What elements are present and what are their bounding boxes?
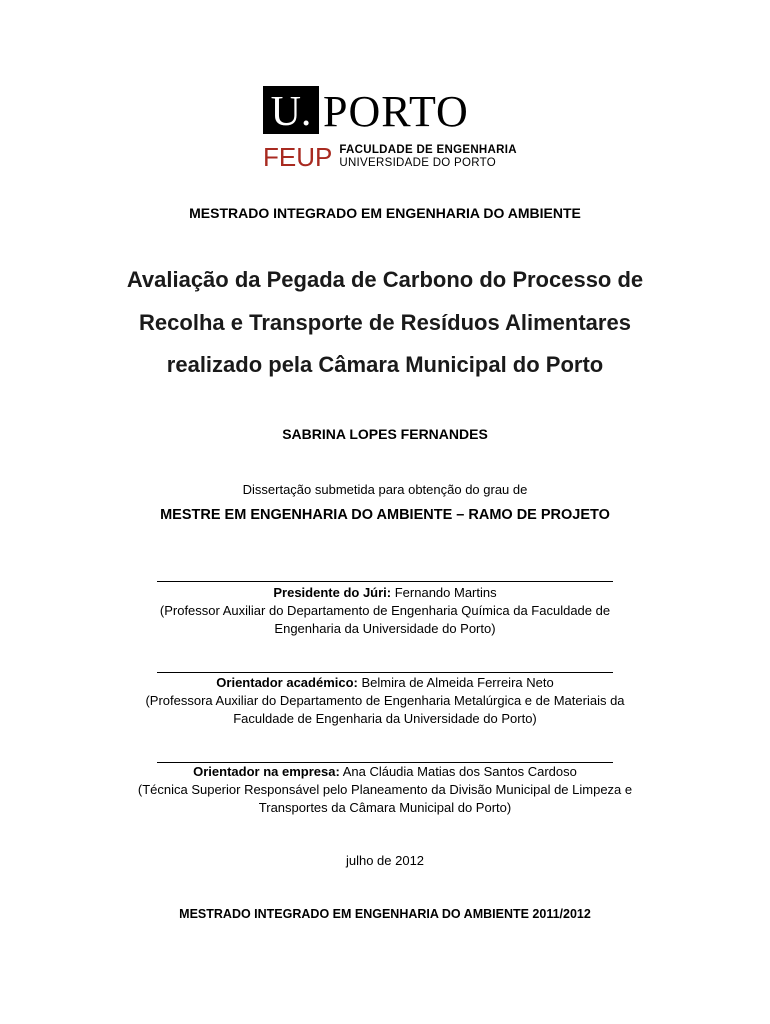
logo-porto-wordmark: PORTO [323,87,469,136]
jury-role: Presidente do Júri: [273,585,392,600]
submission-date: julho de 2012 [345,853,425,868]
jury-affiliation-line-2: Transportes da Câmara Municipal do Porto) [258,800,512,815]
jury-name: Belmira de Almeida Ferreira Neto [361,675,554,690]
feup-logo [263,144,517,170]
faculty-line-1: FACULDADE DE ENGENHARIA [339,144,517,156]
faculty-line-2: UNIVERSIDADE DO PORTO [339,157,497,169]
thesis-title-line-3: realizado pela Câmara Municipal do Porto [166,352,604,377]
program-heading: MESTRADO INTEGRADO EM ENGENHARIA DO AMBIENTE [189,205,581,221]
jury-name: Fernando Martins [394,585,497,600]
jury-affiliation-line-1: (Técnica Superior Responsável pelo Planeamento da Divisão Municipal de Limpeza e [137,782,633,797]
jury-affiliation-line-1: (Professora Auxiliar do Departamento de Engenharia Metalúrgica e de Materiais da [145,693,625,708]
jury-affiliation-line-2: Faculdade de Engenharia da Universidade do Porto) [233,711,537,726]
author-name: SABRINA LOPES FERNANDES [282,426,488,442]
faculty-name [339,144,517,170]
jury-president [0,584,770,638]
company-advisor-heading [0,763,770,781]
signature-line [157,672,613,673]
academic-advisor-heading [0,674,770,692]
jury-role: Orientador na empresa: [193,764,340,779]
academic-advisor [0,674,770,728]
jury-name: Ana Cláudia Matias dos Santos Cardoso [342,764,577,779]
thesis-title-line-1: Avaliação da Pegada de Carbono do Processo de [126,267,644,292]
logo-u-box: U. [263,86,319,134]
program-footer: MESTRADO INTEGRADO EM ENGENHARIA DO AMBIENTE 2011/2012 [179,907,591,921]
degree-title: MESTRE EM ENGENHARIA DO AMBIENTE – RAMO DE PROJETO [160,507,610,523]
signature-line [157,581,613,582]
jury-role: Orientador académico: [216,675,358,690]
dissertation-note: Dissertação submetida para obtenção do grau de [242,482,528,497]
uporto-logo [263,86,469,134]
thesis-title-line-2: Recolha e Transporte de Resíduos Alimentares [139,310,631,335]
company-advisor [0,763,770,817]
jury-affiliation-line-2: Engenharia da Universidade do Porto) [274,621,496,636]
feup-wordmark: FEUP [263,142,333,172]
jury-president-heading [0,584,770,602]
jury-affiliation-line-1: (Professor Auxiliar do Departamento de Engenharia Química da Faculdade de [159,603,611,618]
